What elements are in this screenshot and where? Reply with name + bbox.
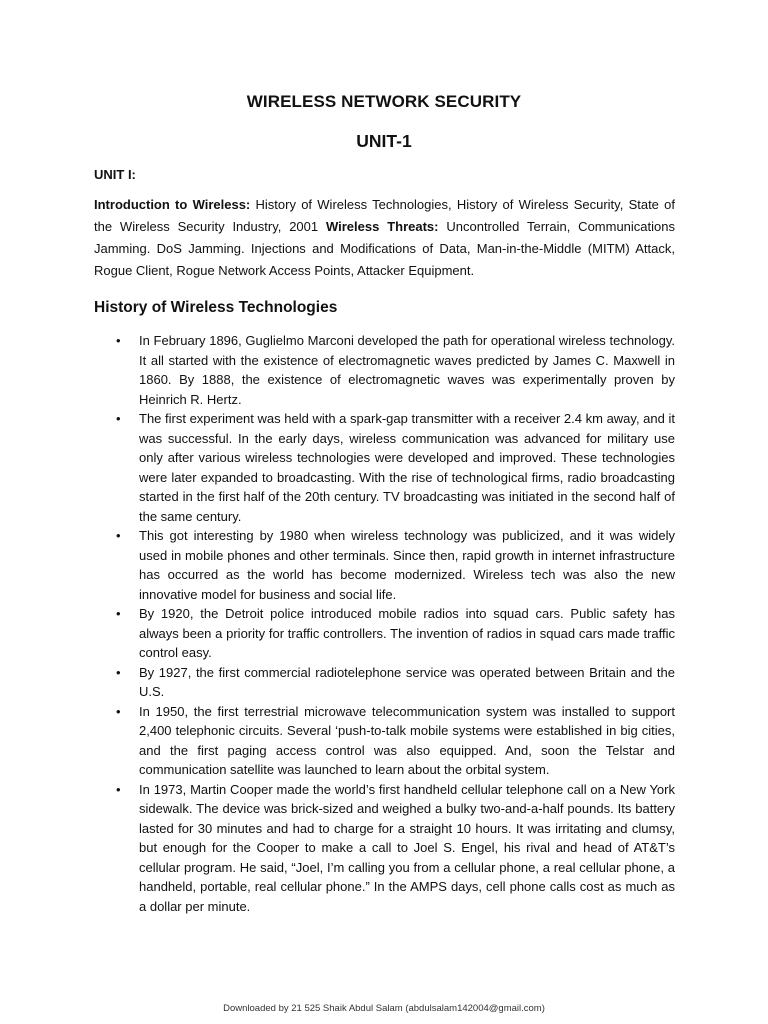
bullet-icon: • bbox=[116, 781, 121, 797]
list-item bbox=[94, 702, 675, 780]
bullet-icon: • bbox=[116, 606, 121, 621]
list-item-text: By 1927, the first commercial radiotelephone service was operated between Britain and the U.S. bbox=[139, 664, 675, 699]
bullet-icon: • bbox=[116, 333, 121, 348]
bullet-icon: • bbox=[116, 528, 121, 543]
list-item bbox=[94, 604, 675, 663]
list-item-text: In 1973, Martin Cooper made the world’s first handheld cellular telephone call on a New York sidewalk. The device was brick-sized and weighed a bulky two-and-a-half pounds. Its battery lasted for 30 minutes and had to charge for a straight 10 hours. It was irritating and clumsy, but enough for the Cooper to make a call to Joel S. Engel, his rival and head of AT&T’s cellular program. He said, “Joel, I’m calling you from a cellular phone, a real cellular phone, a handheld, portable, real cellular phone.” In the AMPS days, cell phone calls cost as much as a dollar per minute. bbox=[139, 781, 675, 914]
bullet-icon: • bbox=[116, 703, 121, 719]
intro-text-1: History of Wireless Technologies, History of Wireless Security, State of the Wireless Security Industry, 2001 bbox=[94, 197, 676, 234]
list-item-text: In 1950, the first terrestrial microwave telecommunication system was installed to support 2,400 telephonic circuits. Several ‘push-to-talk mobile systems were established in big cities, and the first paging access control was also equipped. And, soon the Telstar and communication satellite was launched to learn about the orbital system. bbox=[139, 703, 675, 777]
list-item-text: In February 1896, Guglielmo Marconi developed the path for operational wireless technology. It all started with the existence of electromagnetic waves predicted by James C. Maxwell in 1860. By 1888, the existence of electromagnetic waves was experimentally proven by Heinrich R. Hertz. bbox=[139, 333, 675, 407]
list-item-text: This got interesting by 1980 when wireless technology was publicized, and it was widely used in mobile phones and other terminals. Since then, rapid growth in internet infrastructure has occurred as the world has become modernized. Wireless tech was also the new innovative model for business and social life. bbox=[139, 528, 675, 602]
unit-label: UNIT I: bbox=[94, 167, 136, 182]
list-item bbox=[94, 526, 675, 604]
list-item-text: The first experiment was held with a spark-gap transmitter with a receiver 2.4 km away, and it was successful. In the early days, wireless communication was advanced for military use only after various wireless technologies were developed and improved. These technologies were later expanded to broadcasting. With the rise of technological firms, radio broadcasting started in the first half of the 20th century. TV broadcasting was initiated in the second half of the same century. bbox=[139, 411, 675, 524]
document-title: WIRELESS NETWORK SECURITY bbox=[246, 92, 522, 111]
bullet-icon: • bbox=[116, 411, 121, 426]
intro-paragraph bbox=[94, 194, 675, 282]
unit-heading: UNIT-1 bbox=[356, 131, 412, 151]
section-heading: History of Wireless Technologies bbox=[94, 299, 338, 316]
list-item bbox=[94, 331, 675, 409]
intro-bold-label: Introduction to Wireless: bbox=[94, 197, 251, 212]
list-item bbox=[94, 409, 675, 526]
history-list bbox=[94, 331, 675, 916]
threats-bold-label: Wireless Threats: bbox=[325, 219, 439, 234]
download-footer: Downloaded by 21 525 Shaik Abdul Salam (abdulsalam142004@gmail.com) bbox=[223, 1003, 545, 1014]
list-item bbox=[94, 780, 675, 917]
bullet-icon: • bbox=[116, 664, 121, 680]
intro-text-2: Uncontrolled Terrain, Communications Jamming. DoS Jamming. Injections and Modifications of Data, Man-in-the-Middle (MITM) Attack, Rogue Client, Rogue Network Access Points, Attacker Equipment. bbox=[94, 219, 675, 278]
list-item-text: By 1920, the Detroit police introduced mobile radios into squad cars. Public safety has always been a priority for traffic controllers. The invention of radios in squad cars made traffic control easy. bbox=[139, 606, 675, 660]
list-item bbox=[94, 663, 675, 702]
